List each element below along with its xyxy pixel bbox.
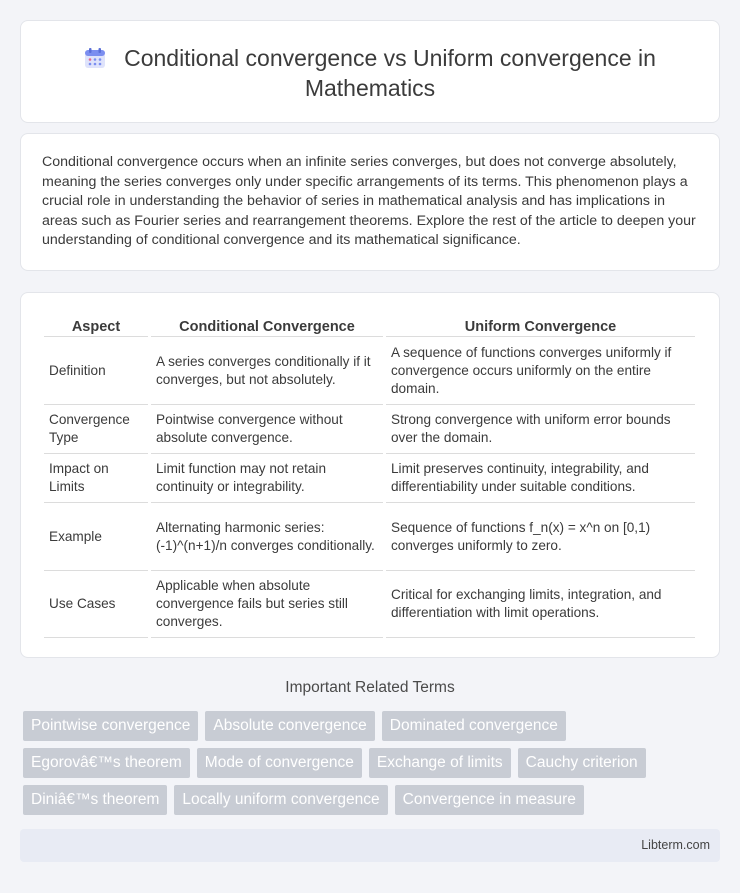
related-term-tag[interactable]: Absolute convergence xyxy=(205,711,374,741)
related-term-tag[interactable]: Convergence in measure xyxy=(395,785,584,815)
footer-site-link[interactable]: Libterm.com xyxy=(641,838,710,852)
related-term-tag[interactable]: Mode of convergence xyxy=(197,748,362,778)
table-header-row xyxy=(44,313,695,337)
related-terms-title: Important Related Terms xyxy=(285,679,455,696)
footer-bar xyxy=(20,829,720,862)
table-row xyxy=(44,503,695,571)
table-row xyxy=(44,405,695,454)
cell-aspect: Impact on Limits xyxy=(44,454,148,503)
table-row xyxy=(44,571,695,638)
cell-conditional: Limit function may not retain continuity or integrability. xyxy=(151,454,383,503)
page-title-wrap xyxy=(21,43,719,103)
related-term-tag[interactable]: Egorovâ€™s theorem xyxy=(23,748,190,778)
cell-aspect: Example xyxy=(44,503,148,571)
related-term-tag[interactable]: Cauchy criterion xyxy=(518,748,646,778)
header-uniform: Uniform Convergence xyxy=(386,313,695,337)
cell-conditional: Applicable when absolute convergence fails but series still converges. xyxy=(151,571,383,638)
related-terms-list xyxy=(23,711,663,815)
intro-text: Conditional convergence occurs when an infinite series converges, but does not converge absolutely, meaning the series converges only under specific arrangements of its terms. This phenomenon plays a crucial role in understanding the behavior of series in mathematical analysis and has implications in areas such as Fourier series and rearrangement theorems. Explore the rest of the article to deepen your understanding of conditional convergence and its mathematical significance. xyxy=(42,154,696,248)
table-row xyxy=(44,454,695,503)
page-title: Conditional convergence vs Uniform convergence in Mathematics xyxy=(124,45,656,101)
comparison-card xyxy=(20,292,720,658)
related-term-tag[interactable]: Pointwise convergence xyxy=(23,711,198,741)
related-term-tag[interactable]: Exchange of limits xyxy=(369,748,511,778)
header-aspect: Aspect xyxy=(44,313,148,337)
cell-uniform: Limit preserves continuity, integrability, and differentiability under suitable conditions. xyxy=(386,454,695,503)
cell-uniform: Sequence of functions f_n(x) = x^n on [0,1) converges uniformly to zero. xyxy=(386,503,695,571)
cell-aspect: Definition xyxy=(44,337,148,405)
cell-aspect: Use Cases xyxy=(44,571,148,638)
header-conditional: Conditional Convergence xyxy=(151,313,383,337)
intro-card xyxy=(20,133,720,271)
cell-conditional: A series converges conditionally if it converges, but not absolutely. xyxy=(151,337,383,405)
cell-uniform: Critical for exchanging limits, integration, and differentiation with limit operations. xyxy=(386,571,695,638)
table-row xyxy=(44,337,695,405)
cell-uniform: Strong convergence with uniform error bounds over the domain. xyxy=(386,405,695,454)
header-card xyxy=(20,20,720,123)
cell-aspect: Convergence Type xyxy=(44,405,148,454)
cell-conditional: Alternating harmonic series: (-1)^(n+1)/n converges conditionally. xyxy=(151,503,383,571)
cell-uniform: A sequence of functions converges uniformly if convergence occurs uniformly on the entire domain. xyxy=(386,337,695,405)
cell-conditional: Pointwise convergence without absolute convergence. xyxy=(151,405,383,454)
related-term-tag[interactable]: Locally uniform convergence xyxy=(174,785,387,815)
calendar-icon xyxy=(84,47,106,69)
comparison-table xyxy=(41,313,698,638)
related-term-tag[interactable]: Diniâ€™s theorem xyxy=(23,785,167,815)
related-term-tag[interactable]: Dominated convergence xyxy=(382,711,566,741)
